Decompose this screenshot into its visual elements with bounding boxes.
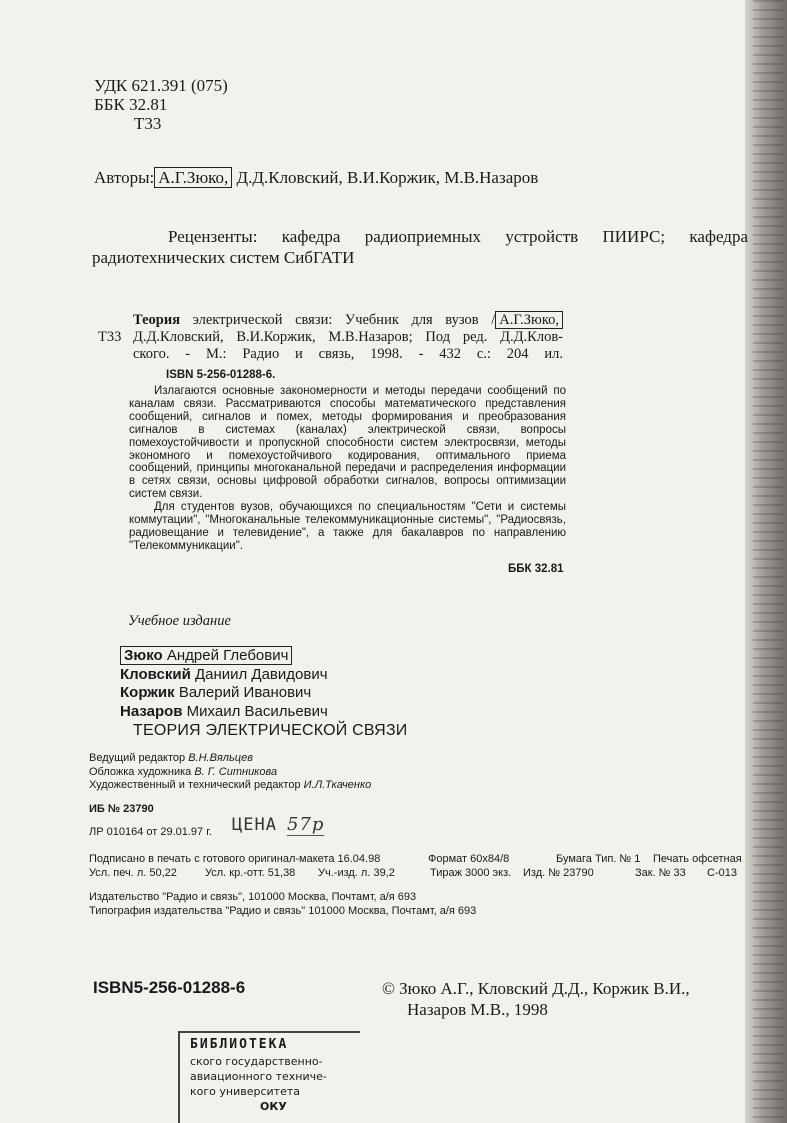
copyright-notice [382, 978, 690, 1020]
reviewers-line-2: радиотехнических систем СибГАТИ [92, 248, 355, 267]
document-page: УДК 621.391 (075) ББК 32.81 Т33 Авторы: А.Г.Зюко, Д.Д.Кловский, В.И.Коржик, М.В.Назаров Рецензенты: кафедра радиоприемных устройств ПИИРС; кафедра радиотехнических систем СибГАТИ Т33 Теория электрической связи: Учебник для вузов / А.Г.Зюко, Д.Д.Кловский, В.И.Коржик, М.В.Назаров; Под ред. Д.Д.Клов- ского. - М.: Радио и связь, 1998. - 432 с.: 204 ил. ISBN 5-256-01288-6. Излагаются основные закономерности и методы передачи сообщений по каналам связи. Рассматриваются способы математического представления сообщений, сигналов и помех, методы формирования и преобразования сигналов в системах (каналах) электрической связи, вопросы помехоустойчивости и пропускной способности систем электросвязи, методы экономного и помехоустойчивого кодирования, оптимального приема сообщений, принципы многоканальной передачи и распределения информации в сетях связи, основы цифровой обработки сигналов, вопросы оптимизации систем связи. Для студентов вузов, обучающихся по специальностям "Сети и системы коммутации", "Многоканальные телекоммуникационные системы", "Радиосвязь, радиовещание и телевидение", а также для бакалавров по направлению "Телекоммуникации". ББК 32.81 Учебное издание Зюко Андрей Глебович Кловский Даниил Давидович Коржик Валерий Иванович Назаров Михаил Васильевич ТЕОРИЯ ЭЛЕКТРИЧЕСКОЙ СВЯЗИ Ведущий редактор В.Н.Вяльцев Обложка художника В. Г. Ситникова Художественный и технический редактор И.Л.Ткаченко ИБ № 23790 ЛР 010164 от 29.01.97 г. ЦЕНА 57р Подписано в печать с готового оригинал-макета 16.04.98 Формат 60x84/8 Бумага Тип. № 1 Печать офсетная Усл. печ. л. 50,22 Усл. кр.-отт. 51,38 Уч.-изд. л. 39,2 Тираж 3000 экз. Изд. № 23790 Зак. № 33 С-013 Издательство "Радио и связь", 101000 Москва, Почтамт, а/я 693 Типография издательства "Радио и связь" 101000 Москва, Почтамт, а/я 693 ISBN5-256-01288-6 © Зюко А.Г., Кловский Д.Д., Коржик В.И., Назаров М.В., 1998 БИБЛИОТЕКА ского государственно- авиационного техниче- кого университета ОКУ [0, 0, 787, 1123]
authors-rest: Д.Д.Кловский, В.И.Коржик, М.В.Назаров [236, 168, 539, 187]
ib-number: ИБ № 23790 [89, 803, 154, 815]
binding-shadow-lines [753, 0, 783, 1123]
isbn-line: ISBN 5-256-01288-6. [166, 369, 276, 381]
author-name-2: Кловский Даниил Давидович [120, 665, 328, 683]
copyright-line-2: Назаров М.В., 1998 [407, 1000, 548, 1019]
classification-header [94, 76, 228, 133]
bibliographic-line-1: электрической связи: Учебник для вузов / [180, 312, 496, 328]
copyright-line-1: © Зюко А.Г., Кловский Д.Д., Коржик В.И., [382, 979, 690, 998]
reviewers-line-1: Рецензенты: кафедра радиоприемных устройств ПИИРС; кафедра [168, 227, 748, 246]
staff-row: Ведущий редактор В.Н.Вяльцев [89, 752, 253, 764]
author-full-names [120, 647, 328, 721]
edition-type: Учебное издание [128, 613, 231, 629]
authors-line [94, 168, 538, 188]
author-name-4: Назаров Михаил Васильевич [120, 702, 328, 720]
bibliographic-title-bold: Теория [133, 312, 181, 328]
publisher-line-1: Издательство "Радио и связь", 101000 Москва, Почтамт, а/я 693 [89, 891, 417, 903]
authors-first-boxed: А.Г.Зюко, [154, 167, 232, 188]
library-stamp: БИБЛИОТЕКА ского государственно- авиационного техниче- кого университета ОКУ [178, 1031, 360, 1123]
author-mark-code: Т33 [134, 114, 162, 133]
bibliographic-line-2: Д.Д.Кловский, В.И.Коржик, М.В.Назаров; Под ред. Д.Д.Клов- [133, 329, 563, 345]
bibliographic-code: Т33 [98, 329, 122, 345]
abstract-paragraph-1: Излагаются основные закономерности и методы передачи сообщений по каналам связи. Рассматриваются способы математического представления сообщений, сигналов и помех, методы формирования и преобразования сигналов в системах (каналах) электрической связи, вопросы помехоустойчивости и пропускной способности систем электросвязи, методы экономного и помехоустойчивого кодирования, оптимального приема сообщений, принципы многоканальной передачи и распределения информации в сетях связи, основы цифровой обработки сигналов, вопросы оптимизации систем связи. [129, 385, 566, 501]
publisher-line-2: Типография издательства "Радио и связь" 101000 Москва, Почтамт, а/я 693 [89, 904, 477, 917]
authors-label: Авторы: [94, 168, 155, 187]
book-title-caps: ТЕОРИЯ ЭЛЕКТРИЧЕСКОЙ СВЯЗИ [133, 722, 408, 739]
editorial-staff [89, 752, 371, 793]
price-stamp [232, 814, 324, 835]
bbk-code-right: ББК 32.81 [508, 563, 564, 575]
bbk-code: ББК 32.81 [94, 95, 168, 114]
library-stamp-title: БИБЛИОТЕКА [190, 1037, 289, 1052]
author-name-1: Зюко Андрей Глебович [120, 647, 328, 666]
bibliographic-record [133, 312, 563, 363]
abstract [129, 385, 566, 553]
bibliographic-line-3: ского. - М.: Радио и связь, 1998. - 432 с.: 204 ил. [133, 346, 563, 362]
abstract-paragraph-2: Для студентов вузов, обучающихся по специальностям "Сети и системы коммутации", "Многоканальные телекоммуникационные системы", "Радиосвязь, радиовещание и телевидение", а также для бакалавров по направлению "Телекоммуникации". [129, 501, 566, 552]
license-number: ЛР 010164 от 29.01.97 г. [89, 826, 212, 838]
price-handwritten: 57р [286, 814, 325, 835]
isbn-large: ISBN5-256-01288-6 [93, 978, 246, 997]
author-name-3: Коржик Валерий Иванович [120, 684, 312, 701]
price-label: ЦЕНА [232, 815, 277, 835]
reviewers-block [92, 226, 748, 268]
staff-row: Обложка художника В. Г. Ситникова [89, 765, 278, 778]
bibliographic-author-boxed: А.Г.Зюко, [495, 311, 563, 329]
publisher-info [89, 891, 476, 918]
udk-code: УДК 621.391 (075) [94, 76, 228, 95]
staff-row: Художественный и технический редактор И.Л.Ткаченко [89, 779, 372, 791]
